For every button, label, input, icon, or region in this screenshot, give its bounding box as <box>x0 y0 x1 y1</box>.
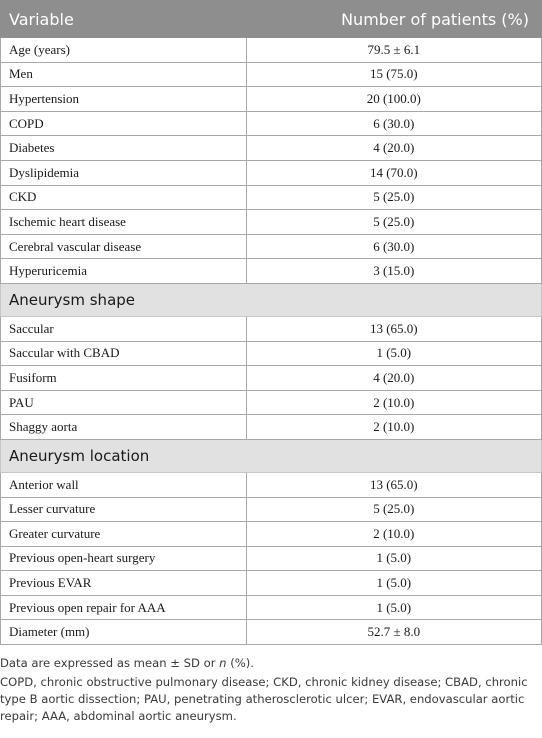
table-row <box>1 87 542 112</box>
row-value: 5 (25.0) <box>246 497 541 522</box>
table-row <box>1 160 542 185</box>
row-value: 1 (5.0) <box>246 595 541 620</box>
row-label: COPD <box>1 111 247 136</box>
row-label: CKD <box>1 185 247 210</box>
abbreviations-note: COPD, chronic obstructive pulmonary disease; CKD, chronic kidney disease; CBAD, chronic type B aortic dissection; PAU, penetrating atherosclerotic ulcer; EVAR, endovascular aortic repair; AAA, abdominal aortic aneurysm. <box>0 675 528 723</box>
row-value: 14 (70.0) <box>246 160 541 185</box>
section-row-aneurysm-shape <box>1 283 542 316</box>
section-heading: Aneurysm location <box>1 439 542 472</box>
row-label: Shaggy aorta <box>1 415 247 440</box>
table-row <box>1 62 542 87</box>
row-label: Diabetes <box>1 136 247 161</box>
row-label: Previous open repair for AAA <box>1 595 247 620</box>
table-row <box>1 472 542 497</box>
row-label: Cerebral vascular disease <box>1 234 247 259</box>
row-value: 6 (30.0) <box>246 234 541 259</box>
table-row <box>1 595 542 620</box>
row-value: 15 (75.0) <box>246 62 541 87</box>
row-value: 79.5 ± 6.1 <box>246 38 541 63</box>
row-value: 13 (65.0) <box>246 316 541 341</box>
table-row <box>1 210 542 235</box>
row-value: 2 (10.0) <box>246 415 541 440</box>
section-row-aneurysm-location <box>1 439 542 472</box>
header-variable: Variable <box>1 1 247 38</box>
table-row <box>1 497 542 522</box>
note-expressed-pre: Data are expressed as mean ± SD or <box>0 656 220 670</box>
row-label: PAU <box>1 390 247 415</box>
row-label: Dyslipidemia <box>1 160 247 185</box>
header-number-of-patients: Number of patients (%) <box>246 1 541 38</box>
row-value: 5 (25.0) <box>246 210 541 235</box>
row-value: 3 (15.0) <box>246 259 541 284</box>
table-row <box>1 546 542 571</box>
row-value: 5 (25.0) <box>246 185 541 210</box>
table-row <box>1 185 542 210</box>
row-label: Lesser curvature <box>1 497 247 522</box>
row-value: 1 (5.0) <box>246 341 541 366</box>
row-value: 2 (10.0) <box>246 390 541 415</box>
row-label: Fusiform <box>1 366 247 391</box>
note-expressed-post: (%). <box>226 656 254 670</box>
row-value: 1 (5.0) <box>246 571 541 596</box>
table-row <box>1 366 542 391</box>
table-row <box>1 316 542 341</box>
row-value: 1 (5.0) <box>246 546 541 571</box>
table-row <box>1 390 542 415</box>
row-label: Previous EVAR <box>1 571 247 596</box>
row-label: Hypertension <box>1 87 247 112</box>
table-row <box>1 571 542 596</box>
table-header-row <box>1 1 542 38</box>
row-label: Men <box>1 62 247 87</box>
row-value: 6 (30.0) <box>246 111 541 136</box>
table-footnotes <box>0 655 542 725</box>
table-row <box>1 620 542 645</box>
row-label: Greater curvature <box>1 522 247 547</box>
row-value: 4 (20.0) <box>246 366 541 391</box>
table-row <box>1 522 542 547</box>
row-label: Ischemic heart disease <box>1 210 247 235</box>
table-row <box>1 111 542 136</box>
row-value: 20 (100.0) <box>246 87 541 112</box>
row-value: 52.7 ± 8.0 <box>246 620 541 645</box>
row-label: Previous open-heart surgery <box>1 546 247 571</box>
row-value: 4 (20.0) <box>246 136 541 161</box>
row-label: Hyperuricemia <box>1 259 247 284</box>
table-row <box>1 415 542 440</box>
row-label: Age (years) <box>1 38 247 63</box>
row-label: Saccular <box>1 316 247 341</box>
data-expression-note <box>0 655 542 672</box>
note-expressed-n: n <box>219 656 227 670</box>
table-row <box>1 38 542 63</box>
table-row <box>1 259 542 284</box>
table-row <box>1 234 542 259</box>
row-label: Anterior wall <box>1 472 247 497</box>
table-row <box>1 136 542 161</box>
section-heading: Aneurysm shape <box>1 283 542 316</box>
row-value: 13 (65.0) <box>246 472 541 497</box>
row-value: 2 (10.0) <box>246 522 541 547</box>
row-label: Diameter (mm) <box>1 620 247 645</box>
row-label: Saccular with CBAD <box>1 341 247 366</box>
table-row <box>1 341 542 366</box>
